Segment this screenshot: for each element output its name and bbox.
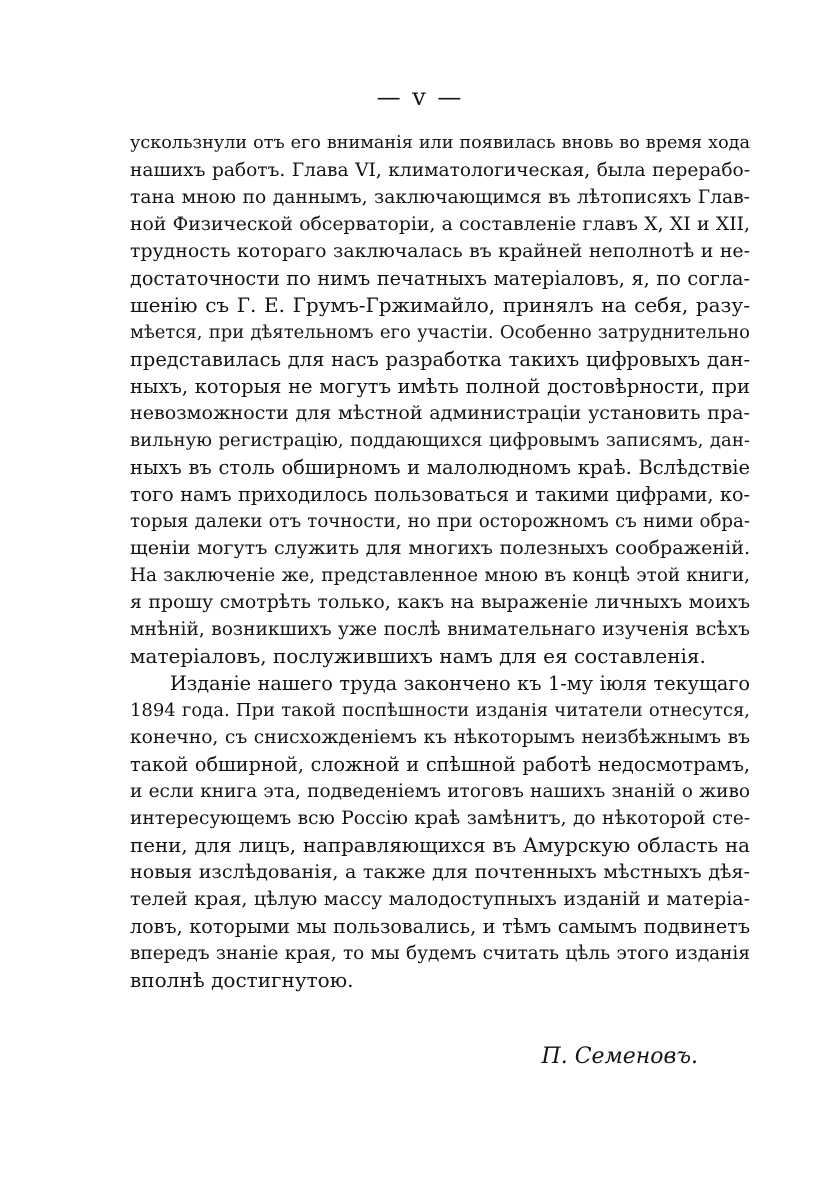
paragraph-2 (130, 670, 750, 994)
text-line: впередъ знаніе края, то мы будемъ считать цѣль этого изданія (130, 943, 750, 964)
paragraph-1 (130, 130, 750, 670)
text-line: мѣется, при дѣятельномъ его участіи. Особенно затруднительно (130, 322, 750, 343)
text-line: матеріаловъ, послужившихъ намъ для ея составленія. (130, 644, 706, 668)
text-line: ловъ, которыми мы пользовались, и тѣмъ самымъ подвинетъ (130, 915, 750, 938)
text-line: такой обширной, сложной и спѣшной работѣ недосмотрамъ, (130, 753, 750, 776)
text-line: представилась для насъ разработка такихъ цифровыхъ дан- (130, 348, 750, 371)
text-line: шенію съ Г. Е. Грумъ-Гржимайло, принялъ на себя, разу- (130, 293, 750, 317)
text-line: трудность котораго заключалась въ крайней неполнотѣ и не- (130, 240, 750, 262)
text-line: На заключеніе же, представленное мною въ концѣ этой книги, (130, 565, 750, 586)
body-text (130, 130, 750, 994)
text-line: новыя изслѣдованія, а также для почтенныхъ мѣстныхъ дѣя- (130, 861, 750, 883)
text-line: Изданіе нашего труда закончено къ 1-му іюля текущаго (170, 672, 750, 695)
text-line: вполнѣ достигнутою. (130, 968, 354, 992)
text-line: тана мною по даннымъ, заключающимся въ лѣтописяхъ Глав- (130, 187, 750, 208)
text-line: конечно, съ снисхожденіемъ къ нѣкоторымъ неизбѣжнымъ въ (130, 727, 750, 748)
text-line: ныхъ въ столь обширномъ и малолюдномъ краѣ. Вслѣдствіе (130, 456, 750, 479)
text-line: щеніи могутъ служить для многихъ полезныхъ соображеній. (130, 537, 750, 559)
text-line: телей края, цѣлую массу малодоступныхъ изданій и матеріа- (130, 888, 750, 910)
text-line: достаточности по нимъ печатныхъ матеріаловъ, я, по согла- (130, 267, 750, 290)
text-line: интересующемъ всю Россію краѣ замѣнитъ, до нѣкоторой сте- (130, 808, 750, 829)
text-line: пени, для лицъ, направляющихся въ Амурскую область на (130, 834, 750, 857)
text-line: того намъ приходилось пользоваться и такими цифрами, ко- (130, 483, 750, 506)
author-signature: П. Семеновъ. (541, 1044, 698, 1069)
text-line: я прошу смотрѣть только, какъ на выраженіе личныхъ моихъ (130, 591, 750, 613)
text-line: нашихъ работъ. Глава VI, климатологическая, была перерабо- (130, 160, 750, 181)
text-line: невозможности для мѣстной администраціи установить пра- (130, 402, 750, 424)
page-number: — v — (376, 83, 464, 111)
text-line: вильную регистрацію, поддающихся цифровымъ записямъ, дан- (130, 430, 750, 451)
text-line: ной Физической обсерваторіи, а составленіе главъ X, XI и XII, (130, 214, 750, 235)
text-line: ныхъ, которыя не могутъ имѣть полной достовѣрности, при (130, 375, 750, 398)
text-line: и если книга эта, подведеніемъ итоговъ нашихъ знаній о живо (130, 781, 750, 802)
text-line: торыя далеки отъ точности, но при осторожномъ съ ними обра- (130, 511, 750, 532)
text-line: мнѣній, возникшихъ уже послѣ внимательнаго изученія всѣхъ (130, 619, 750, 640)
text-line: ускользнули отъ его вниманія или появилась вновь во время хода (130, 133, 750, 153)
text-line: 1894 года. При такой поспѣшности изданія читатели отнесутся, (130, 700, 750, 721)
